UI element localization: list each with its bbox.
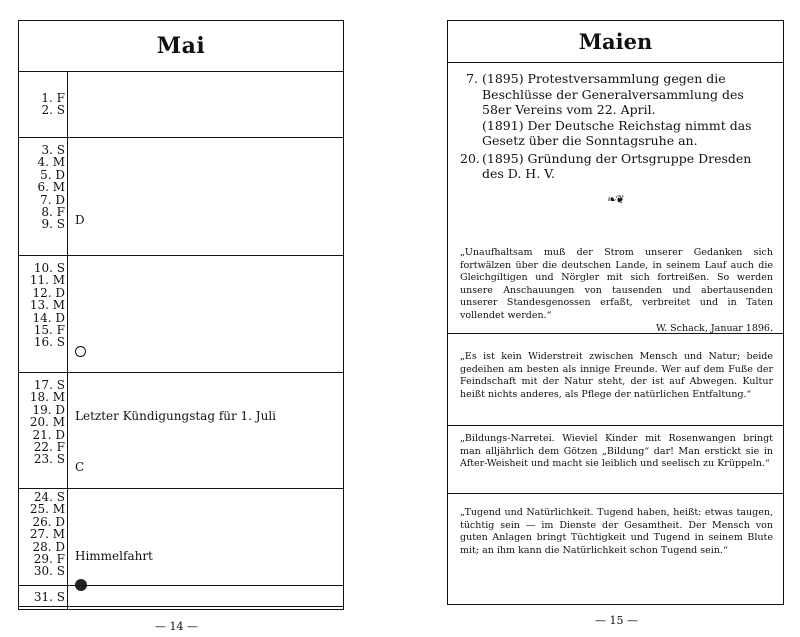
- week-days: [23, 262, 65, 349]
- day-label: 9. S: [41, 217, 65, 232]
- day-label: 28. D: [32, 539, 65, 554]
- day-label: 14. D: [32, 310, 65, 325]
- day-label: 21. D: [32, 427, 65, 442]
- week-row: [19, 72, 343, 138]
- event-text: (1895) Protestversammlung gegen die Beschlüsse der Generalversammlung des 58er Vereins vom 22. April.: [482, 71, 744, 117]
- week-row-last: [18, 585, 344, 610]
- divider: [448, 333, 783, 334]
- day-label: 1. F: [41, 91, 65, 105]
- day-label: 17. S: [33, 378, 65, 392]
- calendar-note: Himmelfahrt: [75, 549, 153, 563]
- week-content: [75, 373, 337, 489]
- right-page: [400, 0, 800, 637]
- page-title: Maien: [448, 21, 783, 63]
- week-row: [19, 256, 343, 373]
- event-day: 20.: [460, 150, 480, 166]
- page-number: — 15 —: [595, 614, 638, 627]
- day-label: 23. S: [33, 452, 65, 467]
- day-label: 13. M: [29, 298, 65, 313]
- divider: [448, 493, 783, 494]
- quote-block: [460, 433, 773, 471]
- day-label: 20. M: [29, 415, 65, 430]
- day-label: 16. S: [33, 335, 65, 350]
- day-label: 25. M: [29, 502, 65, 517]
- day-label: 8. F: [41, 205, 65, 220]
- day-label: 15. F: [33, 323, 65, 338]
- last-quarter-moon-icon: C: [75, 460, 85, 474]
- day-label: 3. S: [41, 143, 65, 157]
- day-label: 19. D: [32, 402, 65, 417]
- quote-text: „Unaufhaltsam muß der Strom unserer Gedanken sich fortwälzen über die deutschen Lande, in seinem Lauf auch die Gleichgiltigen und Nörgler mit sich fortreißen. So werden unsere Anschauungen von tausenden und abertausenden unserer Standesgenossen erfaßt, verbreitet und in Taten vollendet werden.“: [460, 247, 773, 321]
- day-label: 10. S: [33, 261, 65, 275]
- week-days: [23, 144, 65, 231]
- day-label: 26. D: [32, 514, 65, 529]
- quote-text: „Es ist kein Widerstreit zwischen Mensch und Natur; beide gedeihen am besten als innige Freunde. Wer auf dem Fuße der Feindschaft mit der Natur steht, der ist auf Abwegen. Kultur heißt nichts anderes, als Pflege der natürlichen Entfaltung.“: [460, 351, 773, 400]
- week-days: [23, 591, 65, 603]
- calendar-title: Mai: [19, 21, 343, 72]
- day-label: 18. M: [29, 390, 65, 405]
- event-text: (1891) Der Deutsche Reichstag nimmt das Gesetz über die Sonntagsruhe an.: [482, 117, 752, 148]
- quote-text: „Tugend und Natürlichkeit. Tugend haben, heißt: etwas taugen, tüchtig sein — im Dienste der Gesamtheit. Der Mensch von guten Anlagen bringt Tüchtigkeit und Tugend in seinem Blute mit; an ihm kann die Natürlichkeit schon Tugend sein.“: [460, 507, 773, 556]
- day-label: 22. F: [33, 440, 65, 455]
- week-days: [23, 92, 65, 117]
- quote-block: [460, 247, 773, 335]
- quote-author: W. Schack, Januar 1896.: [655, 322, 773, 334]
- quote-text: „Bildungs-Narretei. Wieviel Kinder mit Rosenwangen bringt man alljährlich dem Götzen „Bildung“ dar! Man erstickt sie in After-Weisheit und macht sie leiblich und seelisch zu Krüppeln.“: [460, 433, 773, 470]
- first-quarter-moon-icon: D: [75, 213, 85, 227]
- week-row: [19, 138, 343, 256]
- week-days: [23, 379, 65, 466]
- day-label: 7. D: [40, 192, 65, 207]
- page-number: — 14 —: [155, 620, 198, 633]
- day-label: 29. F: [33, 552, 65, 567]
- may-calendar: [18, 20, 344, 610]
- day-label: 12. D: [32, 285, 65, 300]
- event-text: (1895) Gründung der Ortsgruppe Dresden des D. H. V.: [482, 150, 752, 181]
- day-label: 4. M: [37, 155, 65, 170]
- event-item: [460, 71, 775, 149]
- day-column-divider: [67, 586, 68, 609]
- event-item: [460, 151, 775, 182]
- divider: [448, 425, 783, 426]
- right-frame: [447, 20, 784, 605]
- day-label: 31. S: [33, 590, 65, 604]
- day-label: 30. S: [33, 564, 65, 579]
- day-label: 11. M: [29, 273, 65, 288]
- day-label: 5. D: [40, 167, 65, 182]
- events-list: [460, 71, 775, 182]
- calendar-note: Letzter Kündigungstag für 1. Juli: [75, 409, 277, 423]
- day-label: 24. S: [33, 490, 65, 504]
- day-label: 2. S: [41, 103, 65, 118]
- ornament-icon: ❧❦: [607, 193, 624, 206]
- event-day: 7.: [466, 71, 478, 86]
- quote-block: [460, 351, 773, 401]
- week-row: [19, 373, 343, 489]
- full-moon-icon: [75, 346, 86, 359]
- day-label: 6. M: [37, 180, 65, 195]
- day-label: 27. M: [29, 527, 65, 542]
- quote-block: [460, 507, 773, 557]
- week-days: [23, 491, 65, 578]
